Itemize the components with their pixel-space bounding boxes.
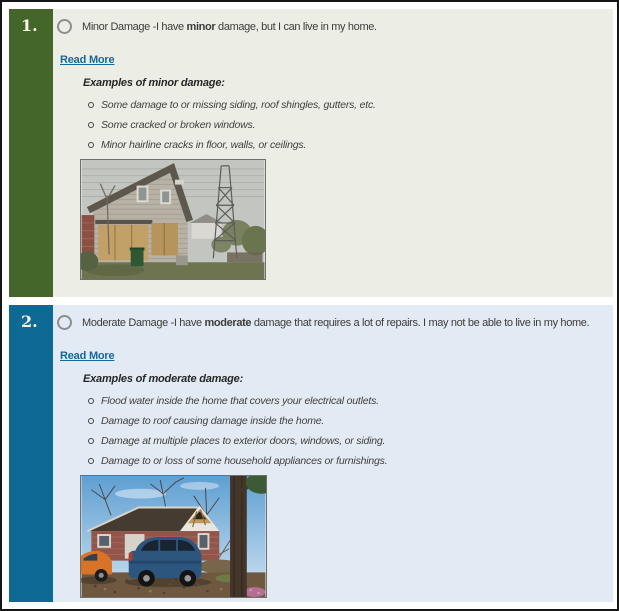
choice-label-bold: minor	[186, 20, 216, 33]
option-moderate-damage	[9, 305, 613, 602]
choice-label	[82, 21, 377, 33]
moderate-damage-photo	[80, 475, 267, 598]
choice-label-post: damage that requires a lot of repairs. I may not be able to live in my home.	[251, 316, 590, 329]
option-number-badge	[9, 9, 53, 297]
examples-heading: Examples of moderate damage:	[83, 373, 244, 385]
option-number-badge	[9, 305, 53, 602]
example-item: Some cracked or broken windows.	[101, 119, 603, 131]
choice-label-pre: Minor Damage -I have	[82, 20, 187, 33]
examples-list	[57, 395, 603, 467]
radio-moderate-damage[interactable]	[57, 315, 72, 330]
example-item: Flood water inside the home that covers your electrical outlets.	[101, 395, 603, 407]
example-item: Damage to roof causing damage inside the home.	[101, 415, 603, 427]
read-more-link-minor[interactable]: Read More	[60, 54, 115, 66]
example-item: Damage at multiple places to exterior doors, windows, or siding.	[101, 435, 603, 447]
option-number: 1.	[21, 16, 38, 35]
option-content	[53, 9, 613, 297]
choice-label-post: damage, but I can live in my home.	[215, 20, 377, 33]
examples-list	[57, 99, 603, 151]
choice-row	[57, 315, 603, 330]
example-item: Some damage to or missing siding, roof shingles, gutters, etc.	[101, 99, 603, 111]
option-number: 2.	[21, 312, 38, 331]
choice-label	[82, 317, 589, 329]
read-more-link-moderate[interactable]: Read More	[60, 350, 115, 362]
example-item: Damage to or loss of some household appliances or furnishings.	[101, 455, 603, 467]
choice-label-bold: moderate	[204, 316, 252, 329]
choice-label-pre: Moderate Damage -I have	[82, 316, 205, 329]
minor-damage-photo	[80, 159, 266, 280]
option-minor-damage	[9, 9, 613, 297]
choice-row	[57, 19, 603, 34]
examples-heading: Examples of minor damage:	[83, 77, 225, 89]
option-content	[53, 305, 613, 602]
radio-minor-damage[interactable]	[57, 19, 72, 34]
example-item: Minor hairline cracks in floor, walls, or ceilings.	[101, 139, 603, 151]
